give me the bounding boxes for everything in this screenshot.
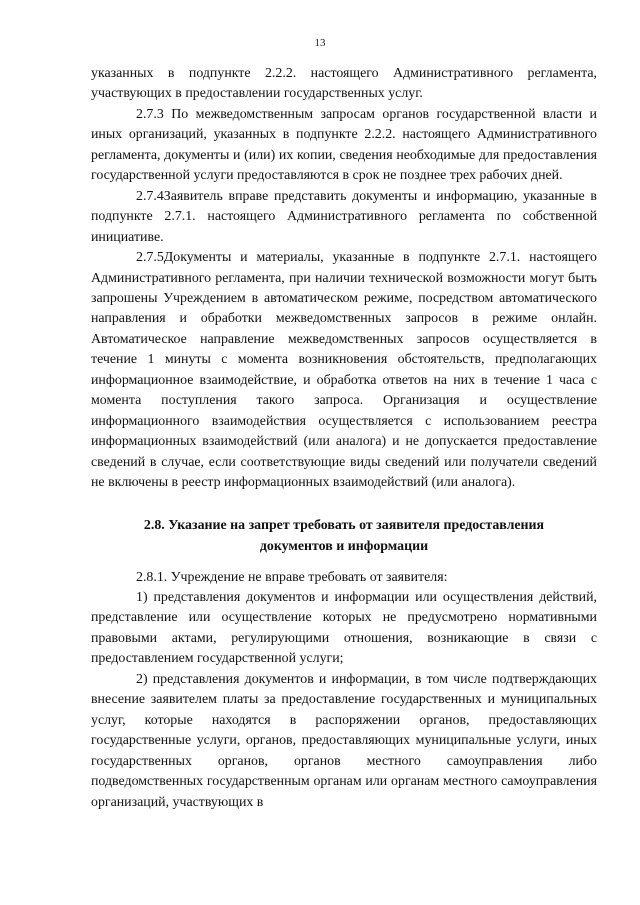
paragraph: 2.8.1. Учреждение не вправе требовать от заявителя: [136, 569, 448, 585]
paragraph: 2.7.4Заявитель вправе представить документы и информацию, указанные в подпункте 2.7.1. настоящего Административного регламента по собственной инициативе. [91, 188, 597, 245]
list-item: 2) представления документов и информации, в том числе подтверждающих внесение заявителем платы за предоставление государственных и муниципальных услуг, которые находятся в распоряжении органов, предоставляющих государственные услуги, органов, предоставляющих муниципальные услуги, иных государственных органов, органов местного самоуправления либо подведомственных государственным органам или органам местного самоуправления организаций, участвующих в [91, 671, 597, 810]
paragraph: 2.7.5Документы и материалы, указанные в подпункте 2.7.1. настоящего Административного регламента, при наличии технической возможности могут быть запрошены Учреждением в автоматическом режиме, посредством автоматического направления и обработки межведомственных запросов в режиме онлайн. Автоматическое направление межведомственных запросов осуществляется в течение 1 минуты с момента возникновения обстоятельств, предполагающих информационное взаимодействие, и обработка ответов на них в течение 1 часа с момента поступления такого запроса. Организация и осуществление информационного взаимодействия осуществляется с использованием реестра информационных взаимодействий (или аналога) и не допускается предоставление сведений в случае, если соответствующие виды сведений или получатели сведений не включены в реестр информационных взаимодействий (или аналога). [91, 250, 597, 491]
document-body [91, 64, 597, 813]
section-heading-line2: документов и информации [259, 538, 429, 554]
page-number: 13 [314, 37, 326, 49]
paragraph: 2.7.3 По межведомственным запросам органов государственной власти и иных организаций, указанных в подпункте 2.2.2. настоящего Административного регламента, документы и (или) их копии, сведения необходимые для предоставления государственной услуги предоставляются в срок не позднее трех рабочих дней. [91, 106, 597, 184]
list-item: 1) представления документов и информации или осуществления действий, представление или осуществление которых не предусмотрено нормативными правовыми актами, регулирующими отношения, возникающие в связи с предоставлением государственной услуги; [91, 589, 597, 667]
paragraph: указанных в подпункте 2.2.2. настоящего Административного регламента, участвующих в предоставлении государственных услуг. [91, 66, 597, 102]
section-heading-line1: 2.8. Указание на запрет требовать от заявителя предоставления [143, 517, 545, 533]
section-heading [91, 515, 597, 557]
